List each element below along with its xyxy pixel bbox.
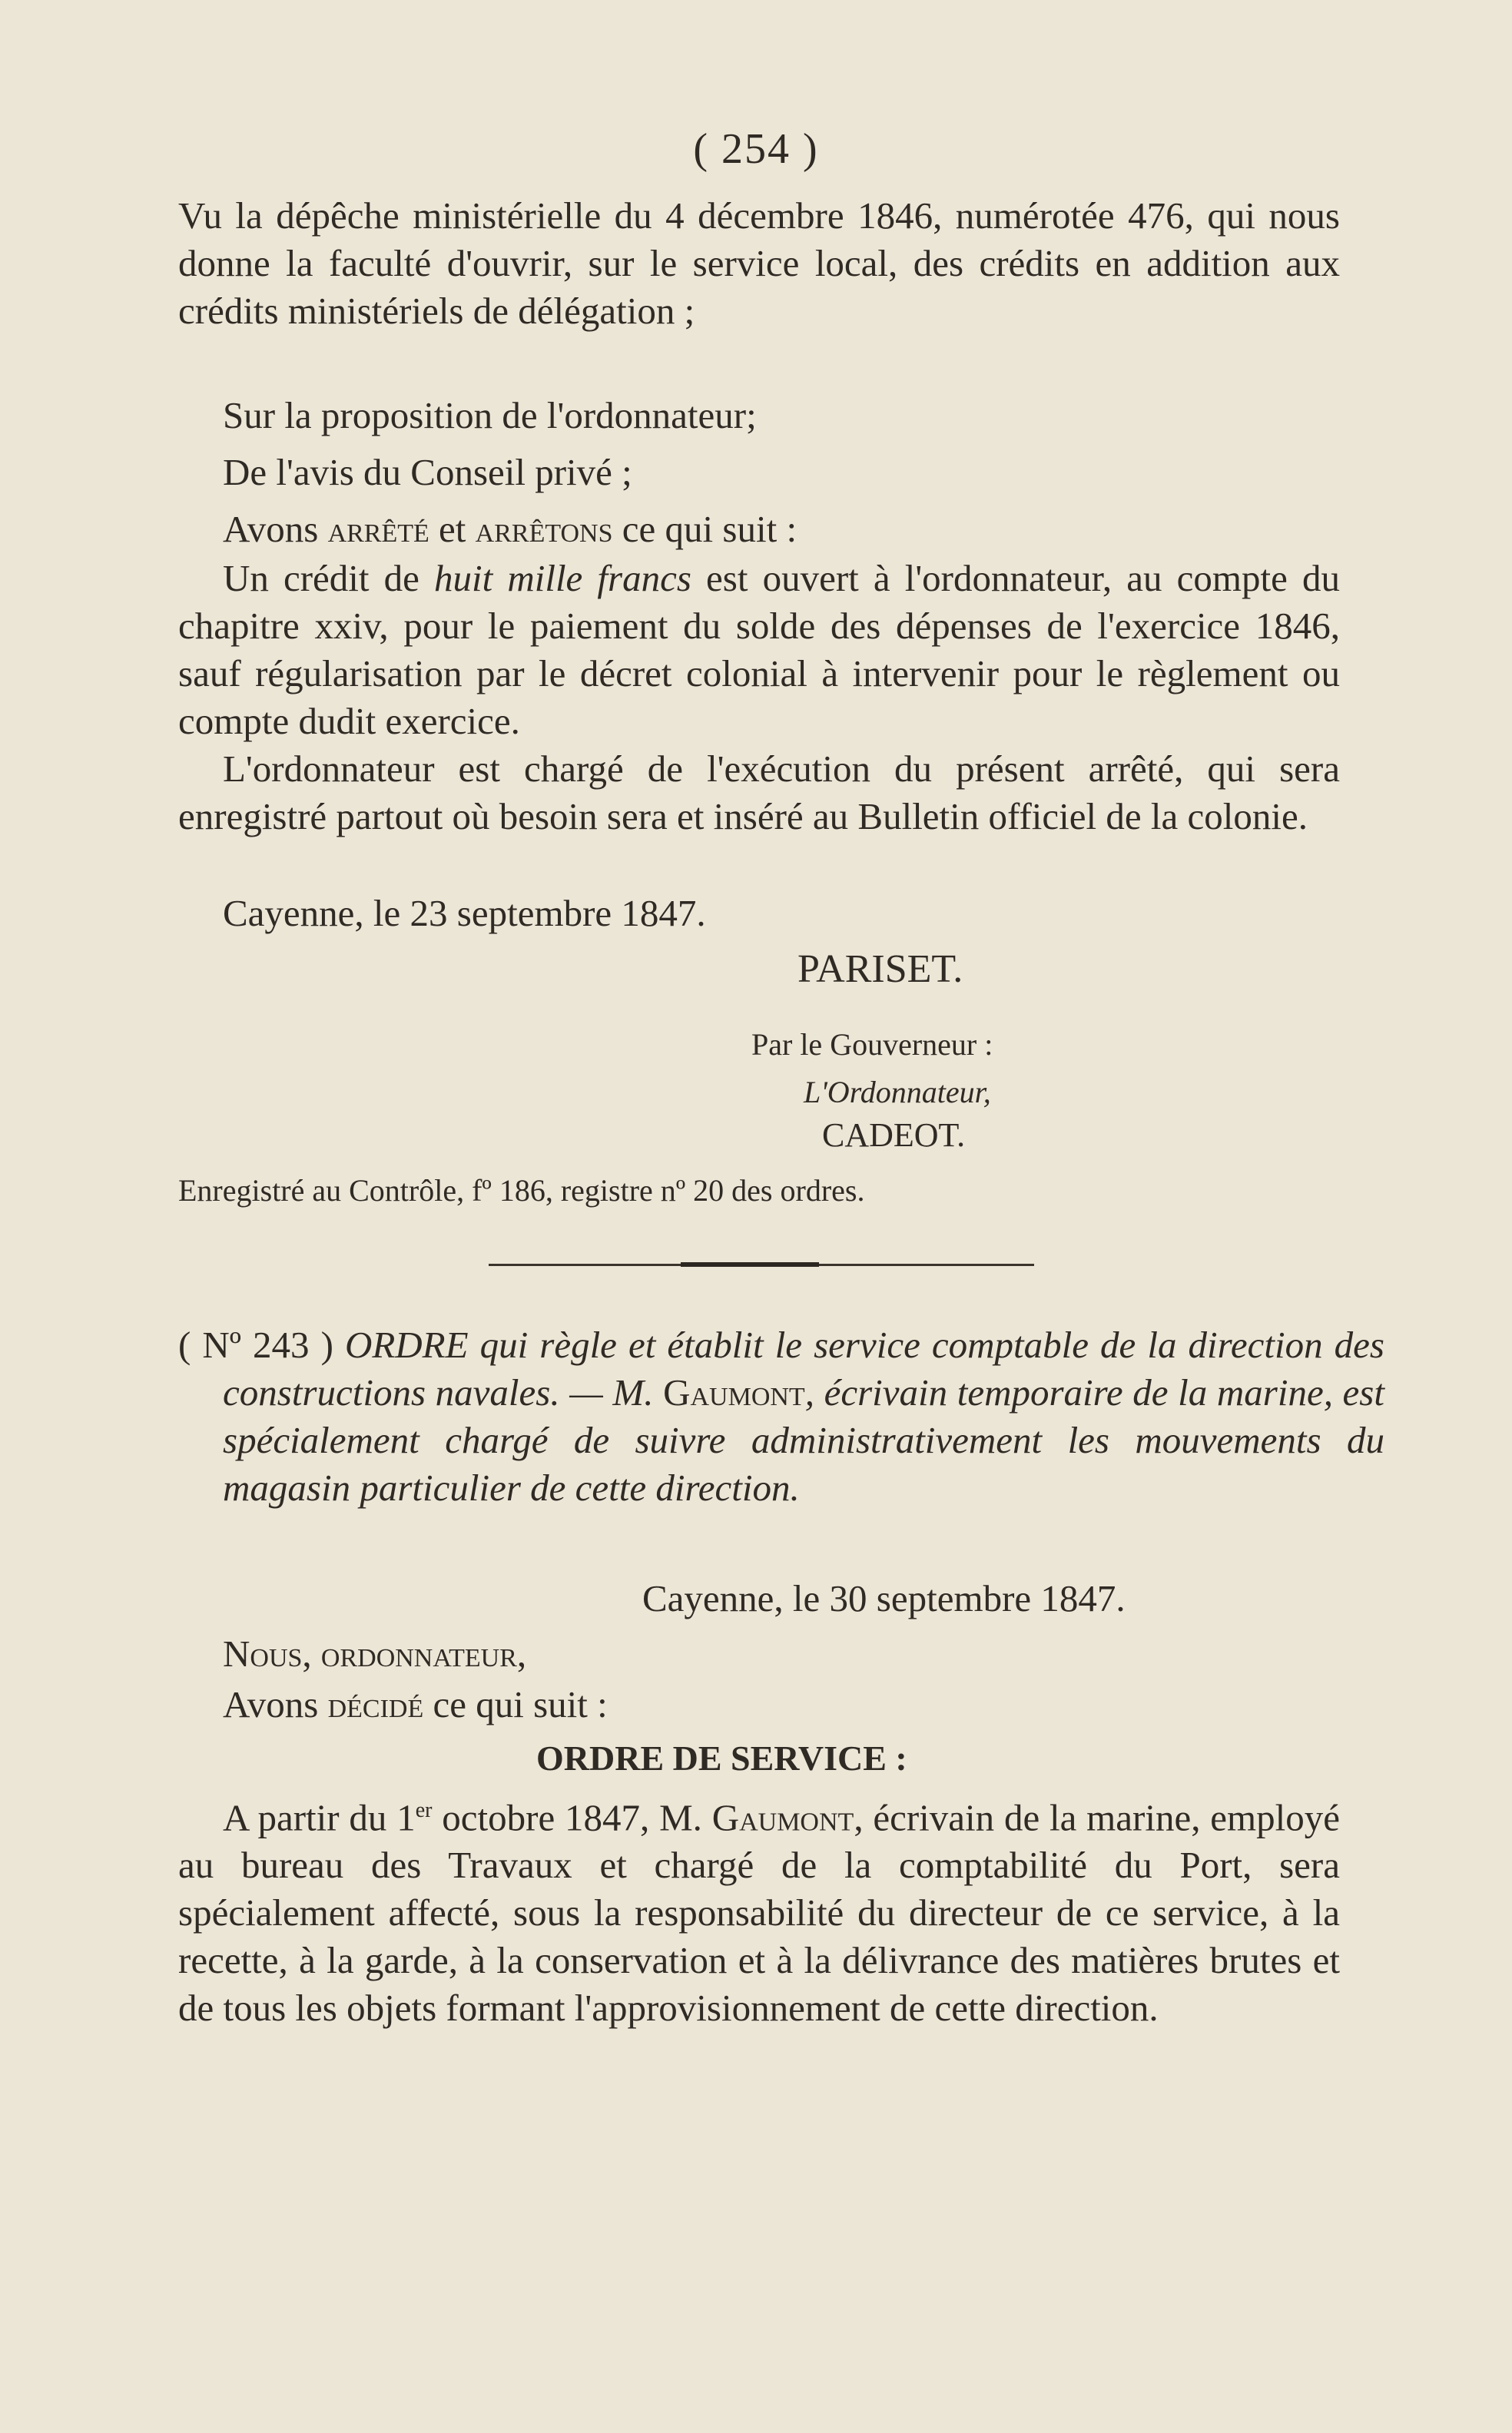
paragraph-proposition: Sur la proposition de l'ordonnateur; [223, 394, 757, 436]
paragraph-avis: De l'avis du Conseil privé ; [223, 451, 632, 493]
credit-amount: huit mille francs [434, 557, 691, 599]
body-text-3: , écrivain de la marine, employé au bureau des Travaux et chargé de la comptabilité du Port, sera spécialement affecté, sous la responsabilité du directeur de ce service, à la recette, à la garde, à la conservation et à la délivrance des matières brutes et de tous les objets formant l'approvisionnement de cette direction. [178, 1796, 1341, 2030]
page-number: ( 254 ) [693, 125, 819, 173]
credit-text-2: est ouvert à l'ordonnateur, au compte du chapitre xxiv, pour le paiement du solde des dépenses de l'exercice 1846, sauf régularisation par le décret colonial à intervenir pour le règlement ou compte dudit exercice. [178, 557, 1340, 742]
paragraph-date-1: Cayenne, le 23 septembre 1847. [223, 892, 706, 934]
body-text-1: A partir du 1 [223, 1796, 416, 1839]
paragraph-credit [178, 555, 1340, 745]
arretons-word: arrêtons [475, 508, 613, 550]
section-divider [489, 1264, 1034, 1266]
arrete-text-1: Avons [223, 508, 328, 550]
decide-word: décidé [327, 1683, 424, 1725]
enregistre-note: Enregistré au Contrôle, fº 186, registre nº 20 des ordres. [178, 1173, 865, 1208]
decide-text-2: ce qui suit : [423, 1683, 608, 1725]
ordre-de-service-heading: ORDRE DE SERVICE : [536, 1739, 907, 1778]
arrete-text-2: et [429, 508, 476, 550]
paragraph-ordre-body [178, 1787, 1340, 2032]
ordre-title [178, 1321, 1384, 1512]
paragraph-arrete [178, 505, 1340, 553]
ordre-name-gaumont: Gaumont [663, 1371, 805, 1414]
arrete-text-3: ce qui suit : [612, 508, 797, 550]
ordre-title-text-2: , écrivain temporaire de la marine, est spécialement chargé de suivre administrativement les mouvements du magasin particulier de cette direction. [223, 1371, 1384, 1509]
credit-text-1: Un crédit de [223, 557, 434, 599]
signature-cadeot: CADEOT. [822, 1116, 966, 1154]
body-text-2: octobre 1847, M. [432, 1796, 712, 1839]
body-name-gaumont: Gaumont [711, 1796, 854, 1839]
decide-text-1: Avons [223, 1683, 328, 1725]
ordre-number: ( Nº 243 ) [178, 1324, 345, 1366]
body-superscript: er [415, 1798, 433, 1822]
arrete-word: arrêté [327, 508, 429, 550]
paragraph-execution: L'ordonnateur est chargé de l'exécution du présent arrêté, qui sera enregistré partout où besoin sera et inséré au Bulletin officiel de la colonie. [178, 747, 1340, 837]
signature-pariset: PARISET. [797, 947, 963, 991]
nous-ordonnateur: Nous, ordonnateur, [223, 1632, 527, 1675]
paragraph-date-2: Cayenne, le 30 septembre 1847. [642, 1577, 1126, 1619]
paragraph-depeche: Vu la dépêche ministérielle du 4 décembre 1846, numérotée 476, qui nous donne la faculté d'ouvrir, sur le service local, des crédits en addition aux crédits ministériels de délégation ; [178, 194, 1340, 332]
paragraph-decide [178, 1681, 1340, 1729]
par-le-gouverneur: Par le Gouverneur : [751, 1027, 993, 1062]
ordonnateur-label: L'Ordonnateur, [804, 1075, 991, 1109]
ordre-title-text-1: ORDRE qui règle et établit le service comptable de la direction des constructions navales. — M. [223, 1324, 1384, 1414]
